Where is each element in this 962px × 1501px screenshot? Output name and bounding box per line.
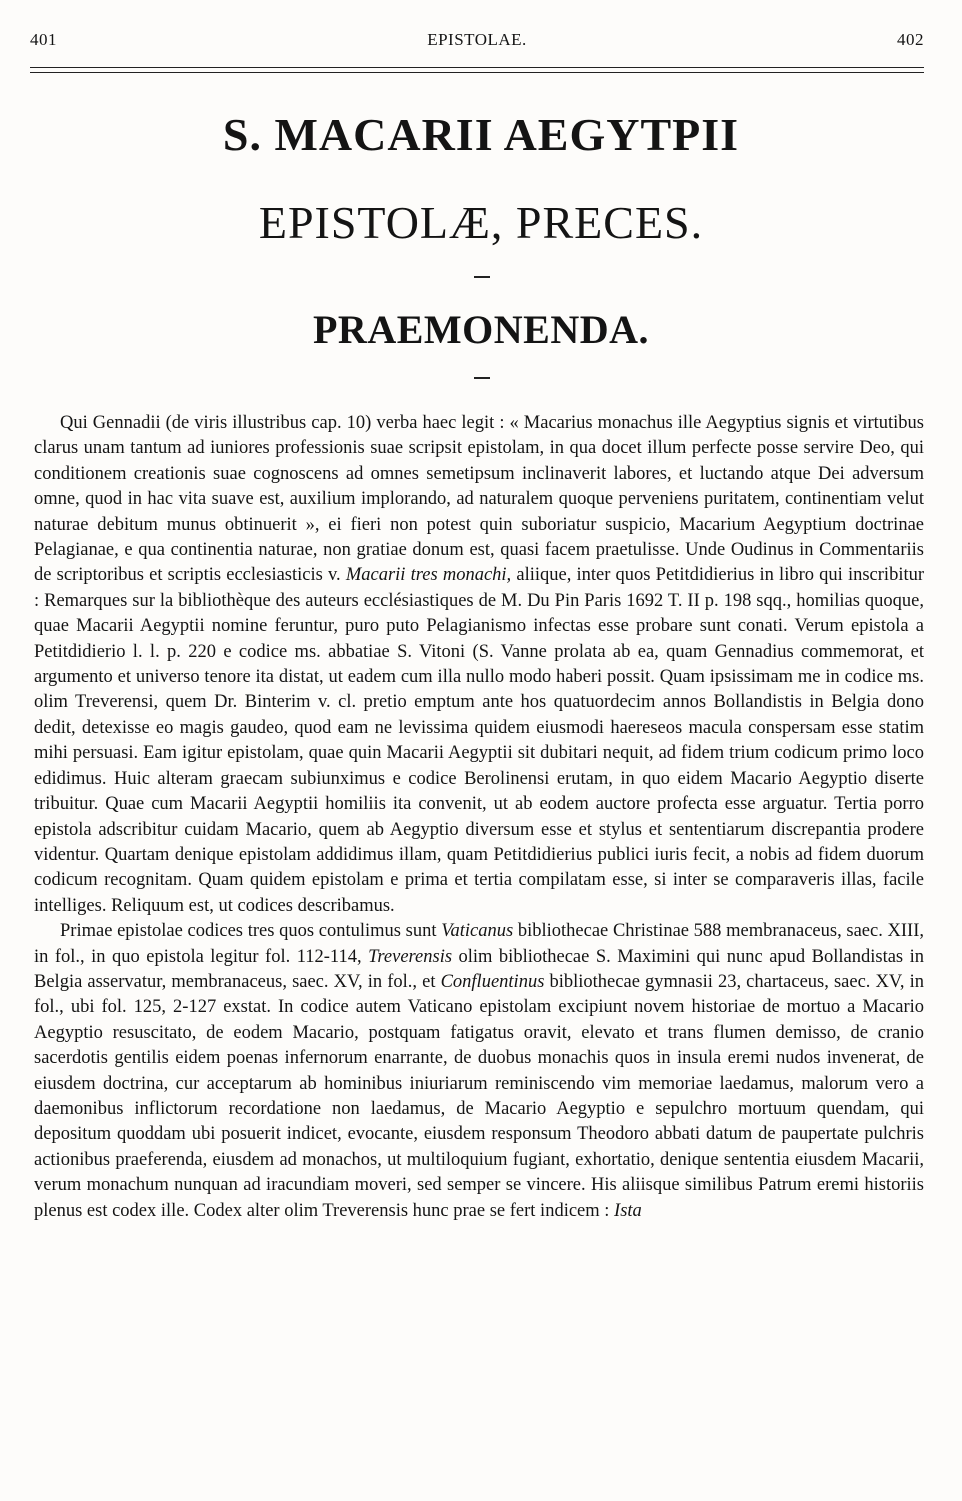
paragraph-2	[34, 919, 924, 1224]
running-header	[30, 30, 924, 50]
paragraph-2-text-a: Primae epistolae codices tres quos contulimus sunt	[60, 921, 437, 942]
title-divider	[474, 276, 490, 278]
paragraph-2-italic-a: Vaticanus	[441, 921, 514, 942]
main-title: S. MACARII AEGYTPII	[222, 109, 740, 160]
paragraph-2-text-b: bibliothecae Christinae 588 membranaceus, saec. XIII, in fol., in quo epistola legitur fol. 112-114,	[34, 921, 925, 967]
header-rule-bottom	[30, 72, 924, 73]
paragraph-2-text-d: bibliothecae gymnasii 23, chartaceus, saec. XV, in fol., ubi fol. 125, 2-127 exstat. In codice autem Vaticano epistolam excipiunt novem historiae de mortuo a Macario Aegyptio resuscitato, de eodem Macario, postquam fatigatus oravit, elevato et trans flumen demisso, de cranio sacerdotis gentilis eidem poenas infernorum enarrante, de duobus monachis quos in insula eremi nudos invenerat, de eiusdem doctrina, cur acceptarum ab hominibus iniuriarum reminiscendo vim memoriae laedamus, malorum vero a daemonibus inflictorum recordatione non laedamus, de Macario Aegyptio e sepulchro mortuum quendam, qui depositum quoddam ubi posuerit indicet, evocante, eiusdem responsum Theodoro abbati datum de paupertate pulchris actionibus praeferenda, eiusdem ad monachos, ut multiloquium fugiant, exhortatio, denique sententia eiusdem Macarii, verum monachum nunquan ad iracundiam moveri, sed semper se vincere. His aliisque similibus Patrum eremi historiis plenus est codex ille. Codex alter olim Treverensis hunc prae se fert indicem :	[34, 971, 924, 1221]
paragraph-2-text-c: olim bibliothecae S. Maximini qui nunc apud Bollandistas in Belgia asservatur, membranaceus, saec. XV, in fol., et	[34, 946, 924, 992]
section-heading: PRAEMONENDA.	[313, 307, 649, 352]
left-page-number: 401	[30, 30, 57, 49]
paragraph-2-italic-b: Treverensis	[368, 946, 453, 967]
subtitle: EPISTOLÆ, PRECES.	[258, 197, 704, 248]
header-rule-top	[30, 67, 924, 68]
body-text	[34, 411, 924, 1224]
section-divider	[474, 377, 490, 379]
running-title: EPISTOLAE.	[427, 30, 527, 49]
paragraph-2-italic-d: Ista	[614, 1200, 642, 1221]
right-page-number: 402	[896, 30, 924, 49]
paragraph-1-text-a: Qui Gennadii (de viris illustribus cap. 10) verba haec legit : « Macarius monachus ille Aegyptius signis et virtutibus clarus unam tantum ad iuniores professionis suae scripsit epistolam, in qua docet illum perfecte posse servire Deo, qui conditionem creationis suae cognoscens ad omnes semetipsum inclinaverit labores, et luctando atque Dei adversum omne, quod in hac vita suave est, auxilium implorando, ad naturalem quoque perveniens puritatem, continentiam velut naturae debitum munus obtinuerit », ei fieri non potest quin suboriatur suspicio, Macarium Aegyptium doctrinae Pelagianae, e qua continentia naturae, non gratiae donum est, quasi facem praetulisse. Unde Oudinus in Commentariis de scriptoribus et scriptis ecclesiasticis v.	[34, 413, 924, 586]
paragraph-1	[34, 411, 924, 919]
paragraph-2-italic-c: Confluentinus	[440, 971, 545, 992]
paragraph-1-text-b: aliique, inter quos Petitdidierius in libro qui inscribitur : Remarques sur la bibliothèque des auteurs ecclésiastiques de M. Du Pin Paris 1692 T. II p. 198 sqq., homilias quoque, quae Macarii Aegyptii nomine feruntur, puro puto Pelagianismo infectas esse probare sunt conati. Verum epistola a Petitdidierio l. l. p. 220 e codice ms. abbatiae S. Vitoni (S. Vanne prolata ab ea, quam Gennadius commemorat, et argumento et universo tenore ita distat, ut eadem cum illa nullo modo haberi possit. Quam ipsissimam me in codice ms. olim Treverensi, quem Dr. Binterim v. cl. pretio emptum ante hos quatuordecim annos Bollandistis in Belgia dono dedit, detexisse eo magis gaudeo, quod eam ne levissima quidem eiusmodi haereseos macula conspersam esse statim mihi persuasi. Eam igitur epistolam, quae quin Macarii Aegyptii sit dubitari nequit, ad fidem trium codicum primo loco edidimus. Huic alteram graecam subiunximus e codice Berolinensi erutam, in quo eidem Macario Aegyptio diserte tribuitur. Quae cum Macarii Aegyptii homiliis ita convenit, ut ab eodem auctore profecta esse arguatur. Tertia porro epistola adscribitur cuidam Macario, quem ab Aegyptio diversum esse et stylus et sententiarum discrepantia prodere videntur. Quartam denique epistolam addidimus illam, quam Petitdidierius publici iuris fecit, a nobis ad fidem duorum codicum recognitam. Quam quidem epistolam e prima et tertia compilatam esse, si inter se comparaveris illas, facile intelliges. Reliquum est, ut codices describamus.	[34, 565, 925, 916]
paragraph-1-italic-a: Macarii tres monachi,	[345, 565, 512, 586]
